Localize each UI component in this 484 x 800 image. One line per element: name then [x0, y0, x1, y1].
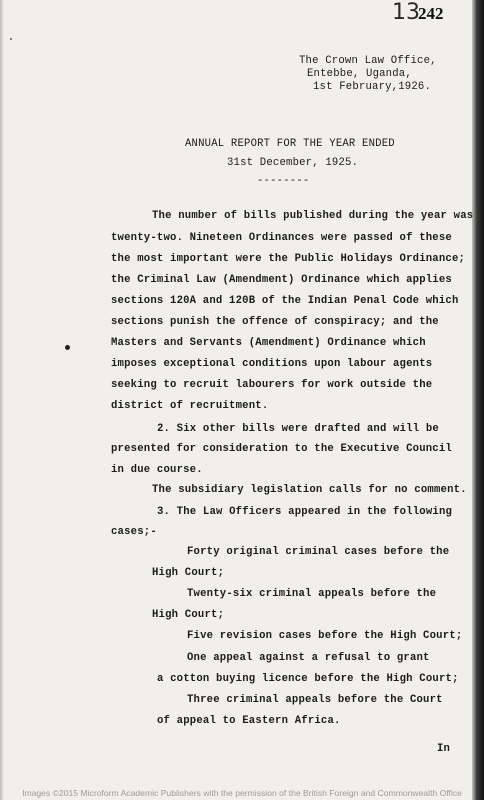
- body-line: of appeal to Eastern Africa.: [157, 715, 341, 727]
- body-line: sections punish the offence of conspiracy; and the: [111, 316, 439, 328]
- address-line: 1st February,1926.: [313, 81, 432, 93]
- body-line: 2. Six other bills were drafted and will be: [157, 423, 439, 435]
- body-line: the Criminal Law (Amendment) Ordinance which applies: [111, 274, 452, 286]
- body-line: 3. The Law Officers appeared in the following: [157, 506, 453, 518]
- copyright-footer: Images ©2015 Microform Academic Publishers with the permission of the British Foreign and Commonwealth Office: [22, 788, 462, 798]
- address-line: Entebbe, Uganda,: [307, 68, 412, 80]
- punch-hole: [65, 345, 70, 350]
- body-line: twenty-two. Nineteen Ordinances were passed of these: [111, 232, 452, 244]
- report-date: 31st December, 1925.: [227, 157, 359, 169]
- folio-handwritten-number: 13: [392, 0, 420, 25]
- scan-edge-right: [472, 0, 484, 800]
- catchword: In: [437, 743, 451, 755]
- body-line: The number of bills published during the year was: [152, 210, 474, 222]
- body-line: presented for consideration to the Executive Council: [111, 443, 452, 455]
- body-line: High Court;: [152, 567, 225, 579]
- body-line: district of recruitment.: [111, 400, 269, 412]
- body-line: sections 120A and 120B of the Indian Penal Code which: [111, 295, 459, 307]
- scan-speck: [10, 38, 12, 40]
- body-line: the most important were the Public Holidays Ordinance;: [111, 253, 466, 265]
- body-line: Twenty-six criminal appeals before the: [187, 588, 437, 600]
- scan-edge-left: [0, 0, 4, 800]
- body-line: One appeal against a refusal to grant: [187, 652, 430, 664]
- body-line: High Court;: [152, 609, 225, 621]
- title-rule: --------: [257, 175, 310, 187]
- body-line: cases;-: [111, 526, 157, 538]
- body-line: in due course.: [111, 464, 203, 476]
- report-title: ANNUAL REPORT FOR THE YEAR ENDED: [185, 138, 395, 150]
- folio-stamped-number: 242: [418, 4, 444, 23]
- address-line: The Crown Law Office,: [299, 55, 437, 67]
- body-line: imposes exceptional conditions upon labour agents: [111, 358, 433, 370]
- body-line: Forty original criminal cases before the: [187, 546, 450, 558]
- body-line: Masters and Servants (Amendment) Ordinance which: [111, 337, 426, 349]
- body-line: Five revision cases before the High Court;: [187, 630, 463, 642]
- body-line: seeking to recruit labourers for work outside the: [111, 379, 433, 391]
- body-line: The subsidiary legislation calls for no comment.: [152, 484, 467, 496]
- body-line: Three criminal appeals before the Court: [187, 694, 443, 706]
- body-line: a cotton buying licence before the High Court;: [157, 673, 459, 685]
